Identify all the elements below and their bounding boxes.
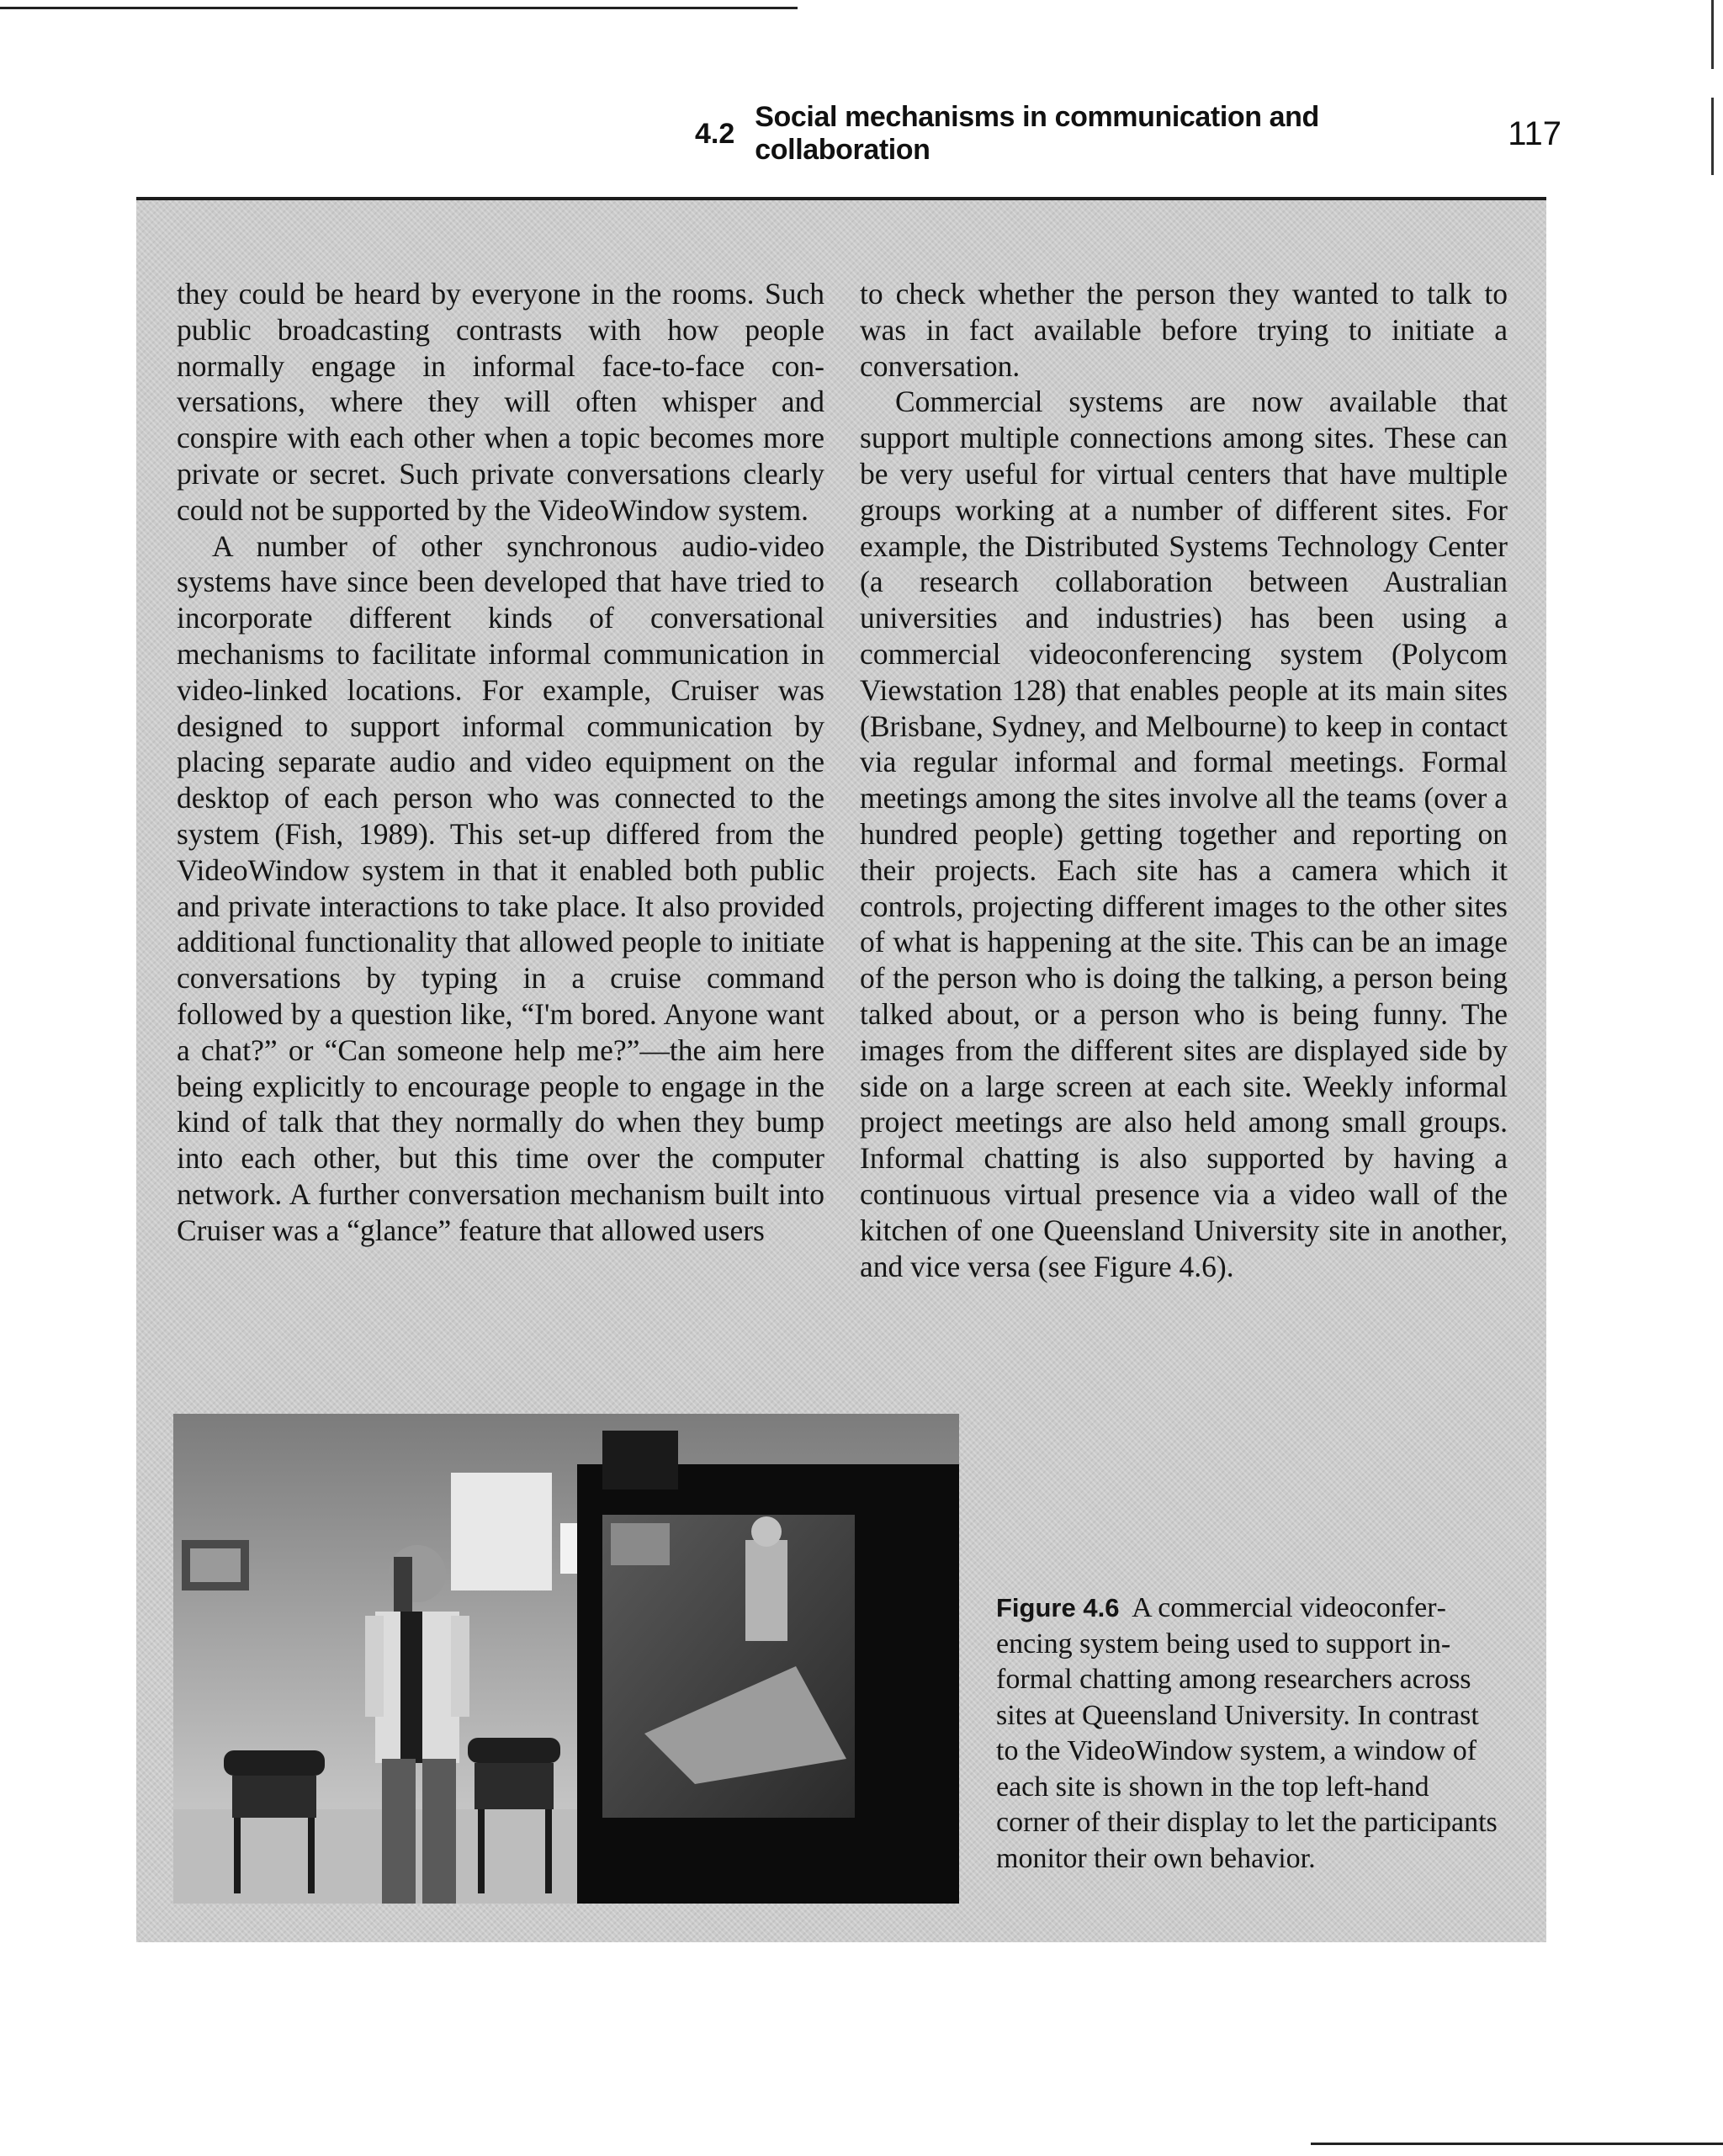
text-column-right [860, 276, 1508, 1284]
top-rule [0, 7, 798, 9]
panel-top-rule [136, 197, 1546, 200]
bottom-rule [1311, 2143, 1723, 2145]
paragraph: A number of other synchronous audio-video systems have since been developed that have tried to incorporate different kinds of conversational mechanisms to facilitate informal communication in video-linked locations. For example, Cruiser was designed to support informal communication by placing separate audio and video equipment on the desktop of each person who was connected to the system (Fish, 1989). This set-up differed from the VideoWindow system in that it enabled both public and private interactions to take place. It also provided additional functionality that allowed people to initiate conversations by typing in a cruise command followed by a question like, “I'm bored. Anyone want a chat?” or “Can someone help me?”—the aim here being explicitly to encourage people to engage in the kind of talk that they normally do when they bump into each other, but this time over the computer network. A further conversation mechanism built into Cruiser was a “glance” feature that allowed users [177, 528, 824, 1247]
paragraph: Commercial systems are now available that support multiple connections among sites. These can be very useful for virtual centers that have multiple groups working at a number of different sites. For example, the Distributed Systems Technology Center (a research collaboration between Australian universities and industries) has been using a commercial videoconferencing system (Polycom Viewstation 128) that enables people at its main sites (Brisbane, Sydney, and Melbourne) to keep in contact via regular informal and formal meetings. Formal meetings among the sites involve all the teams (over a hundred people) getting together and reporting on their projects. Each site has a camera which it controls, projecting different images to the other sites of what is happening at the site. This can be an image of the person who is doing the talking, a person being talked about, or a person who is being funny. The images from the different sites are displayed side by side on a large screen at each site. Weekly informal project meetings are also held among small groups. Informal chatting is also supported by having a continuous virtual presence via a video wall of the kitchen of one Queensland University site in another, and vice versa (see Figure 4.6). [860, 385, 1508, 1283]
figure-label: Figure 4.6 [996, 1593, 1120, 1622]
page-number: 117 [1508, 114, 1561, 152]
page-edge-mark [1711, 0, 1714, 69]
running-head [695, 101, 1561, 166]
figure-caption-text: A commercial videoconferencing system being used to support informal chatting among researchers across sites at Queensland University. In contrast to the VideoWindow system, a window of each site is shown in the top left-hand corner of their display to let the participants monitor their own behavior. [996, 1592, 1498, 1874]
paragraph: to check whether the person they wanted to talk to was in fact available before trying to initiate a conversation. [860, 277, 1508, 383]
section-number: 4.2 [695, 117, 735, 150]
page-edge-mark [1711, 98, 1714, 175]
text-column-left [177, 276, 824, 1249]
section-title: Social mechanisms in communication and collaboration [755, 101, 1319, 166]
figure-caption [996, 1590, 1501, 1877]
figure-photo [173, 1414, 959, 1904]
paragraph: they could be heard by everyone in the rooms. Such public broadcasting contrasts with how people normally engage in informal face-to-face conversations, where they will often whisper and conspire with each other when a topic becomes more private or secret. Such private conversations clearly could not be supported by the VideoWindow system. [177, 277, 824, 527]
